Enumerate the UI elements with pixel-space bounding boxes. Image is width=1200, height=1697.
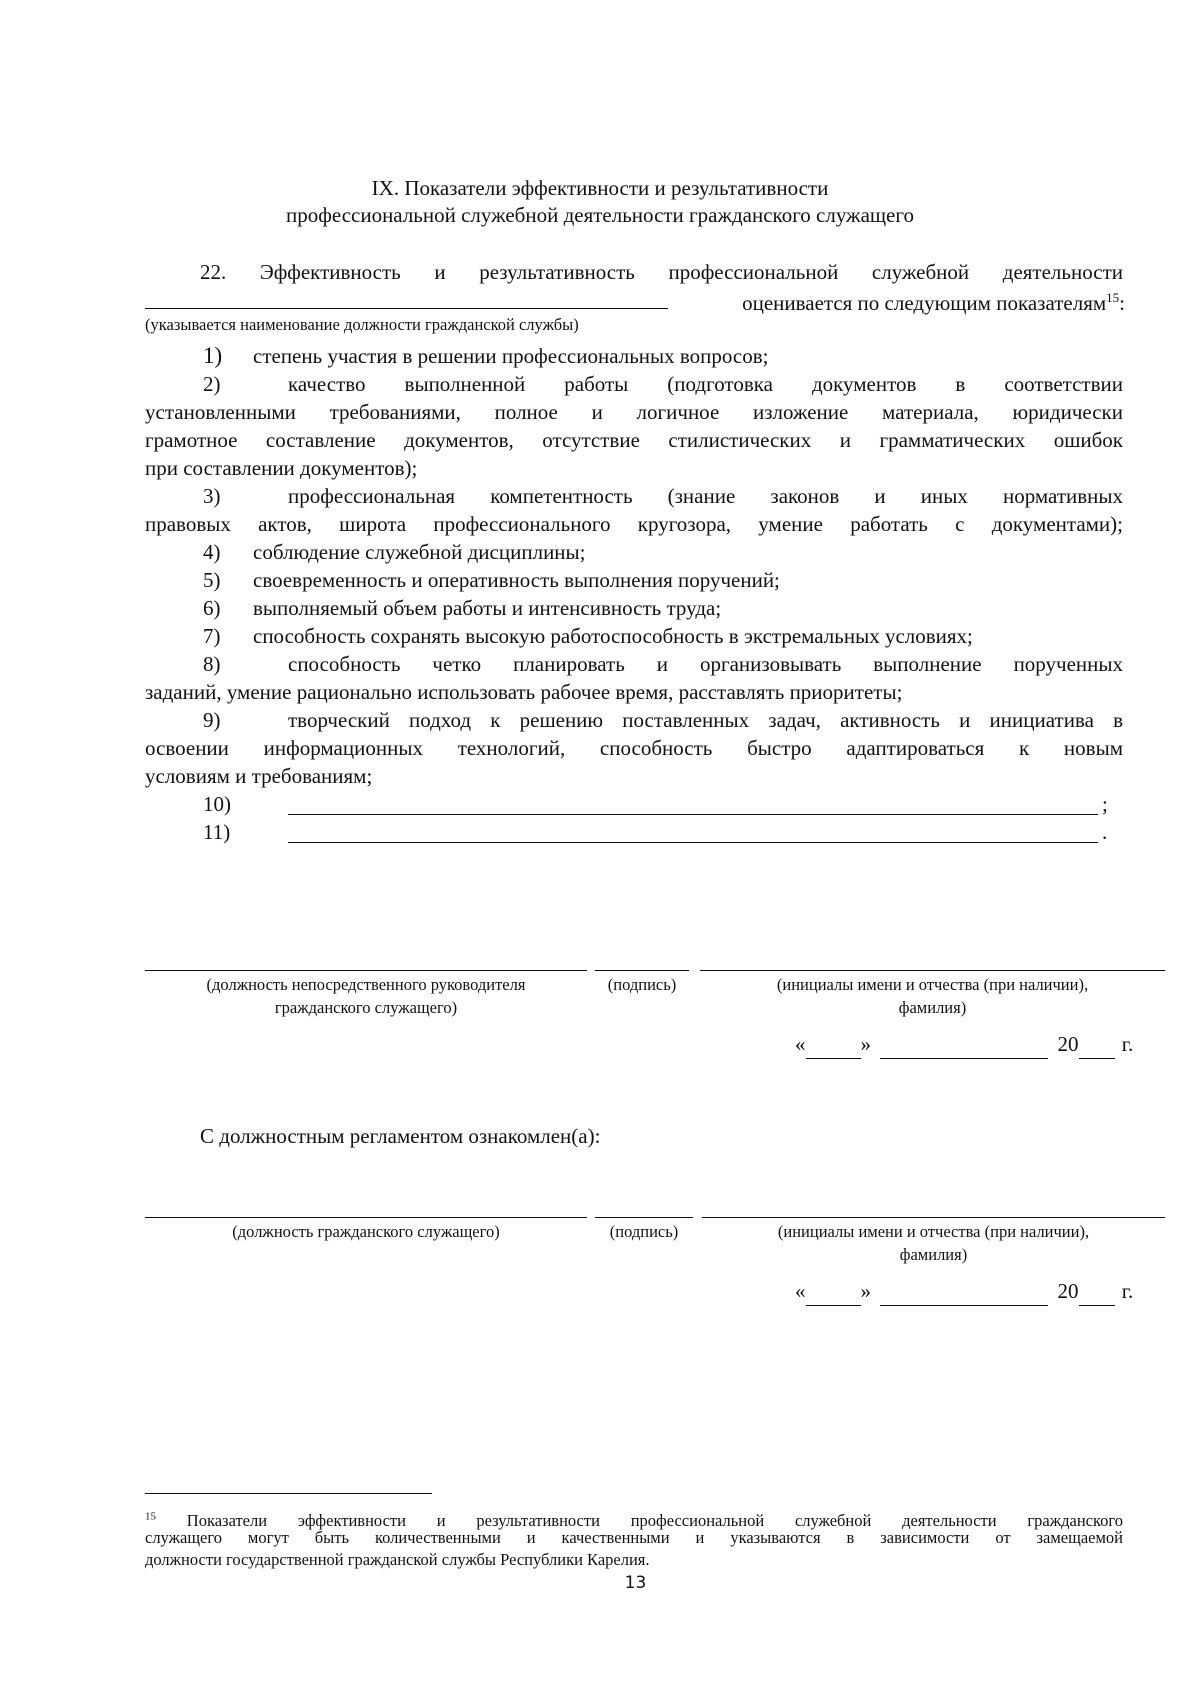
page-number: 13 <box>624 1573 647 1593</box>
month-blank <box>880 1030 1048 1059</box>
date-open-quote: « <box>795 1279 806 1303</box>
item-1-text: степень участия в решении профессиональных вопросов; <box>253 344 769 368</box>
item-11-blank <box>288 842 1098 843</box>
year-suffix: г. <box>1121 1032 1134 1056</box>
footnote-marker: 15 <box>145 1510 156 1522</box>
footnote-line1-text: Показатели эффективности и результативности профессиональной служебной деятельности гражданского <box>186 1510 1124 1530</box>
item-9-line3: условиям и требованиям; <box>145 764 373 788</box>
supervisor-position-caption-2: гражданского служащего) <box>274 998 458 1017</box>
item-11-num: 11) <box>203 820 231 844</box>
employee-name-caption-2: фамилия) <box>899 1245 968 1264</box>
item-7-text: способность сохранять высокую работоспособность в экстремальных условиях; <box>253 624 973 648</box>
item-9-num: 9) <box>203 708 221 732</box>
year-blank <box>1079 1030 1115 1059</box>
supervisor-position-caption-1: (должность непосредственного руководителя <box>206 975 526 994</box>
item-4-text: соблюдение служебной дисциплины; <box>253 540 586 564</box>
item-10-blank <box>288 814 1098 815</box>
item-8-num: 8) <box>203 652 221 676</box>
item-5-num: 5) <box>203 568 221 592</box>
item-8-line2: заданий, умение рационально использовать рабочее время, расставлять приоритеты; <box>145 680 903 704</box>
item-10-num: 10) <box>203 792 231 816</box>
item-9-line1: творческий подход к решению поставленных задач, активность и инициатива в <box>288 708 1123 732</box>
item-9-line2: освоении информационных технологий, способность быстро адаптироваться к новым <box>145 736 1123 760</box>
employee-name-caption-1: (инициалы имени и отчества (при наличии), <box>777 1222 1090 1241</box>
position-caption: (указывается наименование должности гражданской службы) <box>145 315 579 334</box>
date-close-quote: » <box>860 1279 871 1303</box>
item-3-num: 3) <box>203 484 221 508</box>
employee-signature-caption: (подпись) <box>609 1222 679 1241</box>
supervisor-signature-line <box>595 970 689 971</box>
item-1-num: 1) <box>203 343 223 368</box>
item-2-line4: при составлении документов); <box>145 456 418 480</box>
footnote-line2: служащего могут быть количественными и качественными и указываются в зависимости от замещаемой <box>145 1528 1123 1547</box>
footnote-line3: должности государственной гражданской службы Республики Карелия. <box>145 1550 650 1569</box>
item-8-line1: способность четко планировать и организовывать выполнение порученных <box>288 652 1123 676</box>
acknowledgement-text: С должностным регламентом ознакомлен(а): <box>200 1124 601 1148</box>
employee-position-line <box>145 1217 587 1218</box>
item-11-end: . <box>1102 820 1108 844</box>
supervisor-position-line <box>145 970 587 971</box>
year-prefix: 20 <box>1057 1279 1079 1303</box>
item-3-line1: профессиональная компетентность (знание законов и иных нормативных <box>288 484 1123 508</box>
date-close-quote: » <box>860 1032 871 1056</box>
day-blank <box>806 1277 861 1306</box>
para22-line2-text: оценивается по следующим показателям <box>742 291 1107 315</box>
footnote-ref: 15 <box>1106 290 1120 305</box>
employee-name-line <box>702 1217 1165 1218</box>
item-5-text: своевременность и оперативность выполнения поручений; <box>253 568 780 592</box>
item-6-text: выполняемый объем работы и интенсивность труда; <box>253 596 722 620</box>
supervisor-date <box>795 1030 1133 1059</box>
item-2-num: 2) <box>203 372 221 396</box>
para22-line1: 22. Эффективность и результативность профессиональной служебной деятельности <box>200 260 1123 284</box>
day-blank <box>806 1030 861 1059</box>
item-4-num: 4) <box>203 540 221 564</box>
footnote-separator <box>145 1493 432 1494</box>
year-suffix: г. <box>1121 1279 1134 1303</box>
employee-position-caption: (должность гражданского служащего) <box>232 1222 500 1241</box>
employee-date <box>795 1277 1133 1306</box>
year-prefix: 20 <box>1057 1032 1079 1056</box>
supervisor-name-line <box>700 970 1165 971</box>
item-2-line1: качество выполненной работы (подготовка документов в соответствии <box>288 372 1123 396</box>
item-6-num: 6) <box>203 596 221 620</box>
year-blank <box>1079 1277 1115 1306</box>
item-2-line3: грамотное составление документов, отсутствие стилистических и грамматических ошибок <box>145 428 1123 452</box>
supervisor-name-caption-1: (инициалы имени и отчества (при наличии), <box>776 975 1089 994</box>
para22-line2-end: : <box>1119 291 1125 315</box>
para22-line2 <box>675 284 1125 317</box>
item-3-line2: правовых актов, широта профессионального кругозора, умение работать с документами); <box>145 512 1123 536</box>
section-title-line2: профессиональной служебной деятельности гражданского служащего <box>286 203 914 227</box>
employee-signature-line <box>595 1217 693 1218</box>
date-open-quote: « <box>795 1032 806 1056</box>
supervisor-signature-caption: (подпись) <box>607 975 677 994</box>
section-title-line1: IX. Показатели эффективности и результативности <box>371 176 829 200</box>
supervisor-name-caption-2: фамилия) <box>898 998 967 1017</box>
item-10-end: ; <box>1102 792 1108 816</box>
item-2-line2: установленными требованиями, полное и логичное изложение материала, юридически <box>145 400 1123 424</box>
month-blank <box>880 1277 1048 1306</box>
position-name-blank <box>145 308 668 309</box>
item-7-num: 7) <box>203 624 221 648</box>
